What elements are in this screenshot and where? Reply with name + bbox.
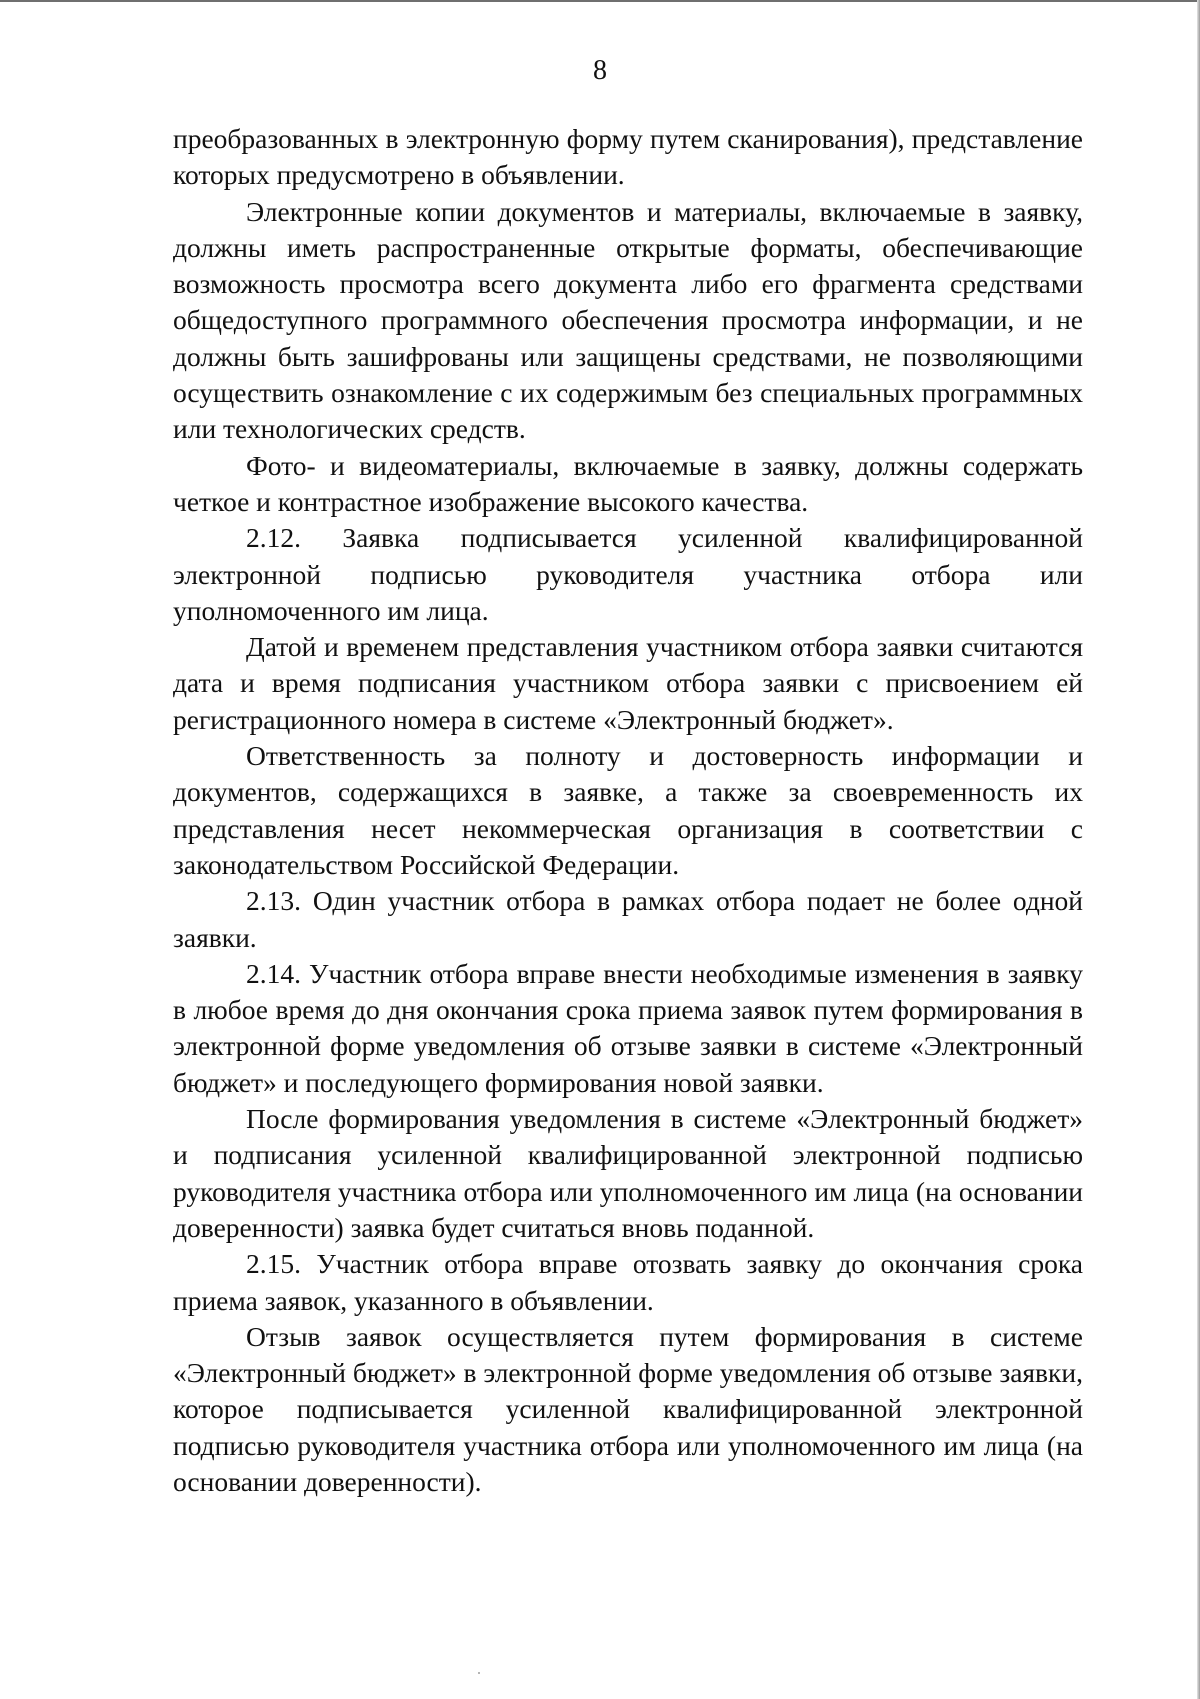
paragraph-withdrawal: Отзыв заявок осуществляется путем формирования в системе «Электронный бюджет» в электронной форме уведомления об отзыве заявки, которое подписывается усиленной квалифицированной электронной подписью руководителя участника отбора или уполномоченного им лица (на основании доверенности). [173, 1320, 1083, 1497]
paragraph-2-14: 2.14. Участник отбора вправе внести необходимые изменения в заявку в любое время до дня окончания срока приема заявок путем формирования в электронной форме уведомления об отзыве заявки в системе «Электронный бюджет» и последующего формирования новой заявки. [173, 957, 1083, 1098]
paragraph-2-13: 2.13. Один участник отбора в рамках отбора подает не более одной заявки. [173, 885, 1083, 953]
paragraph-photo-video: Фото- и видеоматериалы, включаемые в заявку, должны содержать четкое и контрастное изображение высокого качества. [173, 449, 1083, 517]
paragraph-2-12: 2.12. Заявка подписывается усиленной квалифицированной электронной подписью руководителя участника отбора или уполномоченного им лица. [173, 522, 1083, 626]
paragraph-2-15: 2.15. Участник отбора вправе отозвать заявку до окончания срока приема заявок, указанного в объявлении. [173, 1248, 1083, 1316]
paragraph-submission-date: Датой и временем представления участником отбора заявки считаются дата и время подписания участником отбора заявки с присвоением ей регистрационного номера в системе «Электронный бюджет». [173, 631, 1083, 735]
document-body [173, 121, 1083, 1500]
paragraph-responsibility: Ответственность за полноту и достоверность информации и документов, содержащихся в заявке, а также за своевременность их представления несет некоммерческая организация в соответствии с законодательством Российской Федерации. [173, 740, 1083, 880]
paragraph-continuation: преобразованных в электронную форму путем сканирования), представление которых предусмотрено в объявлении. [173, 123, 1083, 191]
scan-edge-top [0, 0, 1200, 2]
scan-speck [478, 1672, 480, 1674]
paragraph-resubmission: После формирования уведомления в системе «Электронный бюджет» и подписания усиленной квалифицированной электронной подписью руководителя участника отбора или уполномоченного им лица (на основании доверенности) заявка будет считаться вновь поданной. [173, 1103, 1083, 1243]
page-number: 8 [593, 55, 607, 86]
paragraph-electronic-copies: Электронные копии документов и материалы, включаемые в заявку, должны иметь распространенные открытые форматы, обеспечивающие возможность просмотра всего документа либо его фрагмента средствами общедоступного программного обеспечения просмотра информации, и не должны быть зашифрованы или защищены средствами, не позволяющими осуществить ознакомление с их содержимым без специальных программных или технологических средств. [173, 195, 1083, 445]
